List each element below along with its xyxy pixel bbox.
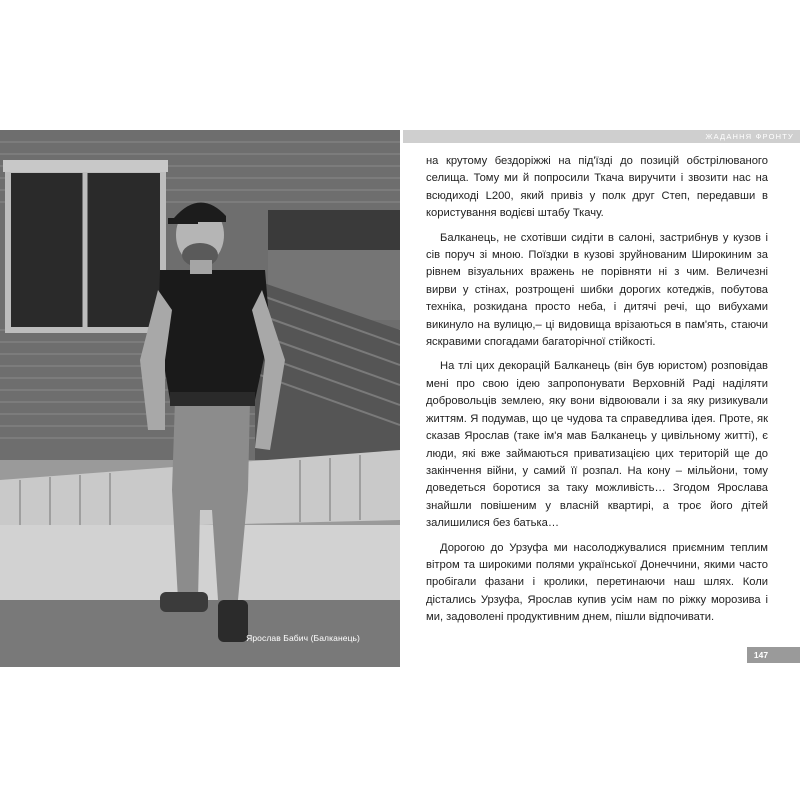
page-number: 147	[753, 650, 769, 660]
paragraph: на крутому бездоріжжі на під'їзді до позицій обстрілюваного селища. Тому ми й попросили Ткача виручити і звозити нас на всюдиході L200, який привіз у полк друг Степ, передавши в користування водієві штабу Ткачу.	[426, 155, 768, 220]
paragraph: Дорогою до Урзуфа ми насолоджувалися приємним теплим вітром та широкими полями української Донеччини, якими часто пробігали фазани і кролики, перетинаючи наш шлях. Коли дістались Урзуфа, Ярослав купив усім нам по ріжку морозива і ми, задоволені продуктивним днем, пішли відпочивати.	[426, 541, 768, 624]
paragraph: На тлі цих декорацій Балканець (він був юристом) розповідав мені про свою ідею запропонувати Верховній Раді наділяти добровольців землею, яку вони відвоювали і за яку ризикували життям. Я подумав, що це чудова та справедлива ідея. Проте, як сказав Ярослав (таке ім'я мав Балканець у цивільному житті), є люди, які вже займаються приватизацією цих територій ще до закінчення війни, у самий її розпал. На кону – мільйони, тому доведеться боротися за таку можливість… Згодом Ярослава знайшли повішеним у власній квартирі, а троє його дітей залишилися без батька…	[426, 360, 768, 530]
photo-illustration	[0, 130, 400, 667]
running-header-title: ЖАДАННЯ ФРОНТУ	[705, 132, 794, 141]
body-text	[426, 153, 768, 634]
running-header	[403, 130, 800, 143]
paragraph: Балканець, не схотівши сидіти в салоні, застрибнув у кузов і сів поруч зі мною. Поїздки в кузові зруйнованим Широкиним за рівнем візуальних вражень не порівняти ні з чим. Величезні вирви у стінах, розтрощені шибки дорогих котеджів, побутова техніка, розкидана просто неба, і дитячі речі, що вибухами викинуло на вулицю,– ці видовища врізаються в пам'ять, стаючи яскравими спогадами багаторічної стійкості.	[426, 231, 768, 349]
page-number-tab	[747, 647, 800, 663]
photo-caption: Ярослав Бабич (Балканець)	[246, 633, 360, 643]
photo-soldier	[0, 130, 400, 667]
